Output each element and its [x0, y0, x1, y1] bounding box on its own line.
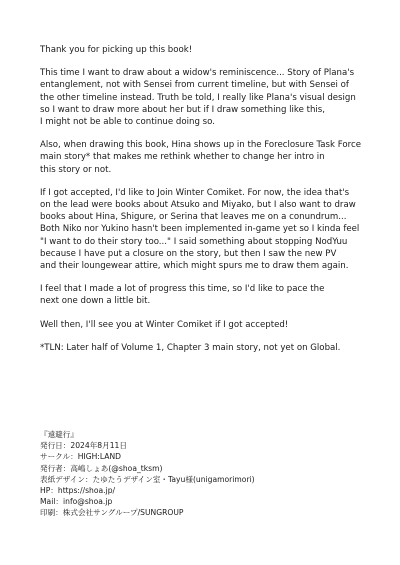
- colophon-issue-date: 発行日：2024年8月11日: [40, 441, 127, 451]
- text-line: on the lead were books about Atsuko and Miyako, but I also want to draw: [40, 200, 356, 211]
- text-line: I might not be able to continue doing so.: [40, 117, 215, 128]
- text-line: and their loungewear attire, which might spurs me to draw them again.: [40, 261, 349, 272]
- text-line: books about Hina, Shigure, or Serina that leaves me on a conundrum...: [40, 212, 347, 223]
- paragraph-comiket-plans: [40, 187, 370, 272]
- text-line: Well then, I'll see you at Winter Comiket if I got accepted!: [40, 319, 289, 330]
- text-line: main story* that makes me rethink whether to change her intro in: [40, 152, 325, 163]
- text-line: the other timeline instead. Truth be told, I really like Plana's visual design: [40, 92, 356, 103]
- paragraph-farewell: [40, 319, 370, 331]
- text-line: Thank you for picking up this book!: [40, 45, 193, 55]
- colophon: [40, 429, 360, 519]
- colophon-title: 『遠避行』: [40, 430, 78, 439]
- text-line: I feel that I made a lot of progress this time, so I'd like to pace the: [40, 284, 325, 295]
- colophon-publisher: 発行者：高嶋しょあ(@shoa_tksm): [40, 463, 163, 473]
- text-line: Also, when drawing this book, Hina shows up in the Foreclosure Task Force: [40, 140, 361, 151]
- text-line: entanglement, not with Sensei from current timeline, but with Sensei of: [40, 80, 349, 91]
- text-line: because I have put a closure on the story, but then I saw the new PV: [40, 248, 337, 259]
- colophon-mail: Mail：info@shoa.jp: [40, 497, 113, 507]
- colophon-homepage: HP：https://shoa.jp/: [40, 486, 116, 496]
- colophon-circle: サークル：HIGH:LAND: [40, 452, 121, 462]
- text-line: so I want to draw more about her but if I draw something like this,: [40, 104, 326, 115]
- text-line: "I want to do their story too..." I said something about stopping NodYuu: [40, 236, 348, 247]
- colophon-printer: 印刷：株式会社サングループ/SUNGROUP: [40, 508, 184, 518]
- text-line: *TLN: Later half of Volume 1, Chapter 3 main story, not yet on Global.: [40, 342, 341, 353]
- colophon-cover-design: 表紙デザイン：たゆたうデザイン室・Tayu様(unigamorimori): [40, 474, 255, 484]
- text-line: next one down a little bit.: [40, 296, 151, 307]
- paragraph-translator-note: [40, 342, 370, 354]
- text-line: this story or not.: [40, 164, 112, 175]
- text-line: Both Niko nor Yukino hasn't been implemented in-game yet so I kinda feel: [40, 224, 360, 235]
- text-line: If I got accepted, I'd like to Join Winter Comiket. For now, the idea that's: [40, 187, 350, 198]
- text-line: This time I want to draw about a widow's reminiscence... Story of Plana's: [40, 68, 355, 79]
- paragraph-plana: [40, 67, 370, 128]
- paragraph-thanks: [40, 44, 370, 56]
- paragraph-hina: [40, 139, 370, 176]
- afterword-text: [40, 44, 370, 365]
- paragraph-progress: [40, 283, 370, 307]
